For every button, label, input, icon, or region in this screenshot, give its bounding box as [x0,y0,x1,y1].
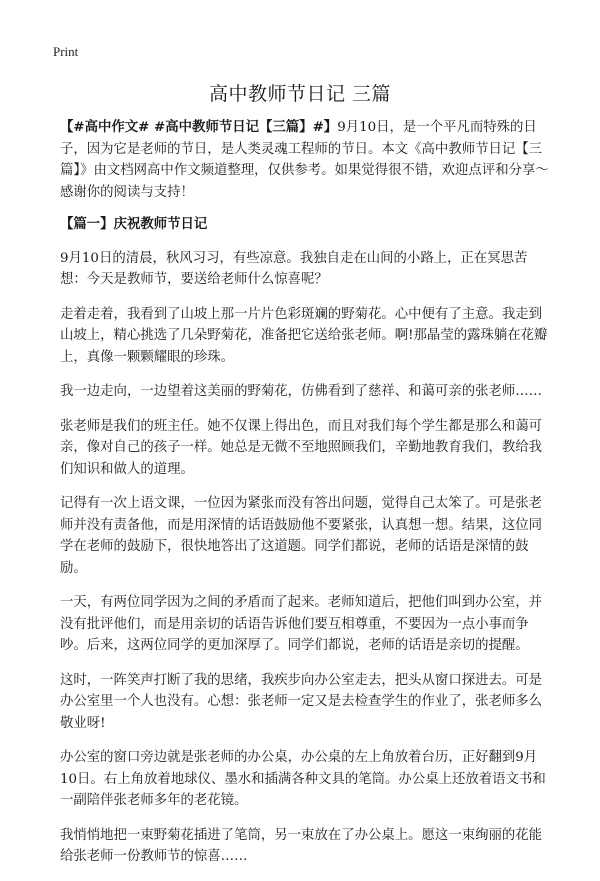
print-link[interactable]: Print [53,44,79,59]
page-title: 高中教师节日记 三篇 [208,83,392,105]
intro-text: 9月10日，是一个平凡而特殊的日子，因为它是老师的节日，是人类灵魂工程师的节日。本文《高中教师节日记【三篇】》由文档网高中作文频道整理，仅供参考。如果觉得很不错，欢迎点评和分享～感谢你的阅读与支持！ [60,120,549,200]
paragraph-8: 办公室的窗口旁边就是张老师的办公桌，办公桌的左上角放着台历，正好翻到9月10日。右上角放着地球仪、墨水和插满各种文具的笔筒。办公桌上还放着语文书和一副陪伴张老师多年的老花镜。 [60,750,546,808]
paragraph-2: 走着走着，我看到了山坡上那一片片色彩斑斓的野菊花。心中便有了主意。我走到山坡上，精心挑选了几朵野菊花，准备把它送给张老师。啊!那晶莹的露珠躺在花瓣上，真像一颗颗耀眼的珍珠。 [60,306,548,365]
intro-paragraph [60,117,550,203]
article-body [60,117,550,881]
paragraph-4: 张老师是我们的班主任。她不仅课上得出色，而且对我们每个学生都是那么和蔼可亲，像对自己的孩子一样。她总是无微不至地照顾我们，辛勤地教育我们，教给我们知识和做人的道理。 [60,418,543,477]
paragraph-5: 记得有一次上语文课，一位因为紧张而没有答出问题，觉得自己太笨了。可是张老师并没有责备他，而是用深情的话语鼓励他不要紧张，认真想一想。结果，这位同学在老师的鼓励下，很快地答出了这道题。同学们都说，老师的话语是深情的鼓励。 [60,496,543,576]
section-heading: 【篇一】庆祝教师节日记 [60,216,208,232]
intro-tags: 【#高中作文# #高中教师节日记【三篇】#】 [60,119,338,135]
paragraph-7: 这时，一阵笑声打断了我的思绪，我疾步向办公室走去，把头从窗口探进去。可是办公室里一个人也没有。心想：张老师一定又是去检查学生的作业了，张老师多么敬业呀! [60,672,543,731]
paragraph-9: 我悄悄地把一束野菊花插进了笔筒，另一束放在了办公桌上。愿这一束绚丽的花能给张老师一份教师节的惊喜…… [60,827,543,864]
paragraph-6: 一天，有两位同学因为之间的矛盾而了起来。老师知道后，把他们叫到办公室，并没有批评他们，而是用亲切的话语告诉他们要互相尊重，不要因为一点小事而争吵。后来，这两位同学的更加深厚了。同学们都说，老师的话语是亲切的提醒。 [60,595,543,653]
paragraph-3: 我一边走向，一边望着这美丽的野菊花，仿佛看到了慈祥、和蔼可亲的张老师…… [60,384,543,399]
paragraph-1: 9月10日的清晨，秋风习习，有些凉意。我独自走在山间的小路上，正在冥思苦想：今天是教师节，要送给老师什么惊喜呢？ [60,250,528,287]
